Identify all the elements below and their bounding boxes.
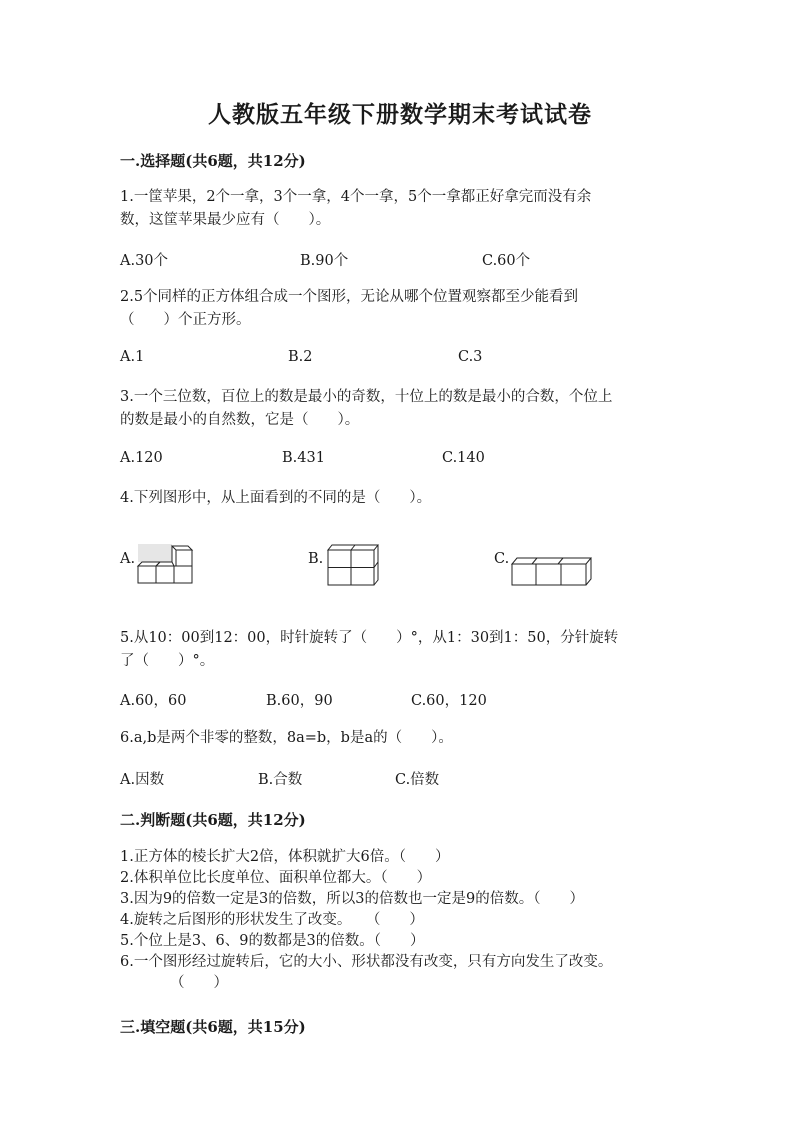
question-2-line-2: （ ）个正方形。 xyxy=(120,312,251,328)
question-2 xyxy=(120,286,680,332)
question-6-options xyxy=(120,768,680,790)
question-3-option-b[interactable]: B.431 xyxy=(282,450,325,466)
question-4 xyxy=(120,487,680,510)
question-5-options xyxy=(120,689,680,711)
judgment-item-5: 5.个位上是3、6、9的数都是3的倍数。（ ） xyxy=(120,933,425,949)
figure-b-cubes xyxy=(324,544,380,588)
section-heading-judgment: 二.判断题(共6题，共12分) xyxy=(120,811,306,829)
question-5-option-c[interactable]: C.60，120 xyxy=(411,693,487,709)
question-3 xyxy=(120,386,680,432)
question-1-options xyxy=(120,249,680,271)
question-4-option-b[interactable]: B. xyxy=(308,551,324,567)
question-1-option-b[interactable]: B.90个 xyxy=(300,253,349,269)
question-5-option-a[interactable]: A.60，60 xyxy=(120,693,187,709)
figure-a-cubes xyxy=(136,540,200,588)
section-heading-choice: 一.选择题(共6题，共12分) xyxy=(120,152,306,170)
judgment-item-3: 3.因为9的倍数一定是3的倍数，所以3的倍数也一定是9的倍数。（ ） xyxy=(120,891,584,907)
figure-c-cubes xyxy=(508,557,594,587)
question-6-option-a[interactable]: A.因数 xyxy=(120,772,165,788)
question-6 xyxy=(120,727,680,750)
question-4-option-c[interactable]: C. xyxy=(494,551,510,567)
question-1 xyxy=(120,186,680,232)
question-6-option-b[interactable]: B.合数 xyxy=(258,772,303,788)
judgment-item-6-answer-blank[interactable]: （ ） xyxy=(170,975,228,991)
question-2-options xyxy=(120,349,680,371)
question-1-line-2: 数，这筐苹果最少应有（ ）。 xyxy=(120,212,331,228)
question-2-option-c[interactable]: C.3 xyxy=(458,349,483,365)
question-3-line-2: 的数是最小的自然数，它是（ ）。 xyxy=(120,412,360,428)
question-3-line-1: 3.一个三位数，百位上的数是最小的奇数，十位上的数是最小的合数，个位上 xyxy=(120,389,613,405)
question-5-line-2: 了（ ）°。 xyxy=(120,653,215,669)
question-6-line-1: 6.a,b是两个非零的整数，8a=b，b是a的（ ）。 xyxy=(120,730,453,746)
judgment-item-2: 2.体积单位比长度单位、面积单位都大。（ ） xyxy=(120,870,432,886)
question-1-option-c[interactable]: C.60个 xyxy=(482,253,531,269)
question-4-option-a[interactable]: A. xyxy=(120,551,136,567)
question-1-line-1: 1.一筐苹果，2个一拿，3个一拿，4个一拿，5个一拿都正好拿完而没有余 xyxy=(120,189,592,205)
section-heading-fill-blank: 三.填空题(共6题，共15分) xyxy=(120,1018,306,1036)
question-5-line-1: 5.从10：00到12：00，时针旋转了（ ）°，从1：30到1：50，分针旋转 xyxy=(120,630,619,646)
judgment-item-4: 4.旋转之后图形的形状发生了改变。 （ ） xyxy=(120,912,424,928)
question-3-options xyxy=(120,450,680,472)
question-4-line-1: 4.下列图形中，从上面看到的不同的是（ ）。 xyxy=(120,490,432,506)
question-6-option-c[interactable]: C.倍数 xyxy=(395,772,440,788)
question-2-option-a[interactable]: A.1 xyxy=(120,349,145,365)
judgment-item-6: 6.一个图形经过旋转后，它的大小、形状都没有改变，只有方向发生了改变。 xyxy=(120,954,613,970)
question-2-line-1: 2.5个同样的正方体组合成一个图形，无论从哪个位置观察都至少能看到 xyxy=(120,289,579,305)
judgment-list xyxy=(120,847,700,994)
question-5-option-b[interactable]: B.60，90 xyxy=(266,693,333,709)
question-3-option-c[interactable]: C.140 xyxy=(442,450,485,466)
question-2-option-b[interactable]: B.2 xyxy=(288,349,313,365)
exam-title: 人教版五年级下册数学期末考试试卷 xyxy=(208,101,592,128)
judgment-item-1: 1.正方体的棱长扩大2倍，体积就扩大6倍。（ ） xyxy=(120,849,450,865)
question-1-option-a[interactable]: A.30个 xyxy=(120,253,169,269)
question-5 xyxy=(120,627,680,673)
question-3-option-a[interactable]: A.120 xyxy=(120,450,163,466)
